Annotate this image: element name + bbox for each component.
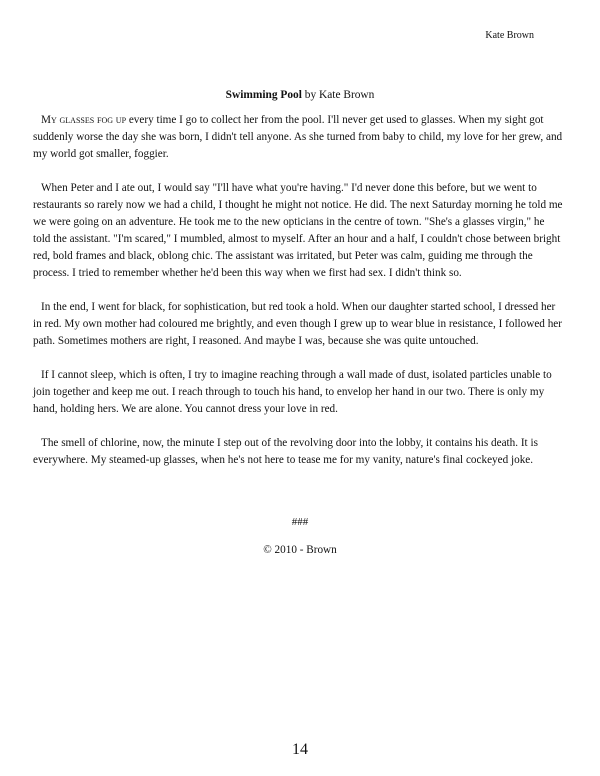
story-title-line xyxy=(0,88,600,102)
paragraph-5: The smell of chlorine, now, the minute I step out of the revolving door into the lobby, it contains his death. It is everywhere. My steamed-up glasses, when he's not here to tease me for my vanity, nature's final cockeyed joke. xyxy=(33,437,538,466)
story-byline: by Kate Brown xyxy=(301,89,375,101)
running-head: Kate Brown xyxy=(485,30,534,41)
paragraph-lead-in: My glasses fog up xyxy=(41,114,127,126)
paragraph-4: If I cannot sleep, which is often, I try to imagine reaching through a wall made of dust, isolated particles unable to join together and keep me out. I reach through to touch his hand, to envelop her hand in our two. There is only my hand, holding hers. We are alone. You cannot dress your love in red. xyxy=(33,369,552,415)
copyright-notice: © 2010 - Brown xyxy=(263,544,337,556)
story-body xyxy=(33,112,563,486)
paragraph-3: In the end, I went for black, for sophistication, but red took a hold. When our daughter started school, I dressed her in red. My own mother had coloured me brightly, and even though I grew up to wear blue in resistance, I followed her path. Sometimes mothers are right, I reasoned. And maybe I was, because she was quite untouched. xyxy=(33,301,562,347)
page-number: 14 xyxy=(292,741,308,758)
section-separator: ### xyxy=(291,516,309,528)
story-title: Swimming Pool xyxy=(225,89,302,101)
paragraph-1 xyxy=(33,112,563,163)
paragraph-text: every time I go to collect her from the pool. I'll never get used to glasses. When my sight got suddenly worse the day she was born, I didn't tell anyone. As she turned from baby to child, my love for her grew, and my world got smaller, foggier. xyxy=(33,114,563,160)
paragraph-2: When Peter and I ate out, I would say "I'll have what you're having." I'd never done this before, but we went to restaurants so rarely now we had a child, I thought he might not notice. He did. The next Saturday morning he told me we were going on an adventure. He took me to the new opticians in the centre of town. "She's a glasses virgin," he told the assistant. "I'm scared," I mumbled, almost to myself. After an hour and a half, I couldn't chose between bright red, bold frames and black, oblong chic. The assistant was irritated, but Peter was calm, guiding me through the process. I tried to remember whether he'd been this way when we first had sex. I didn't think so. xyxy=(33,182,563,279)
